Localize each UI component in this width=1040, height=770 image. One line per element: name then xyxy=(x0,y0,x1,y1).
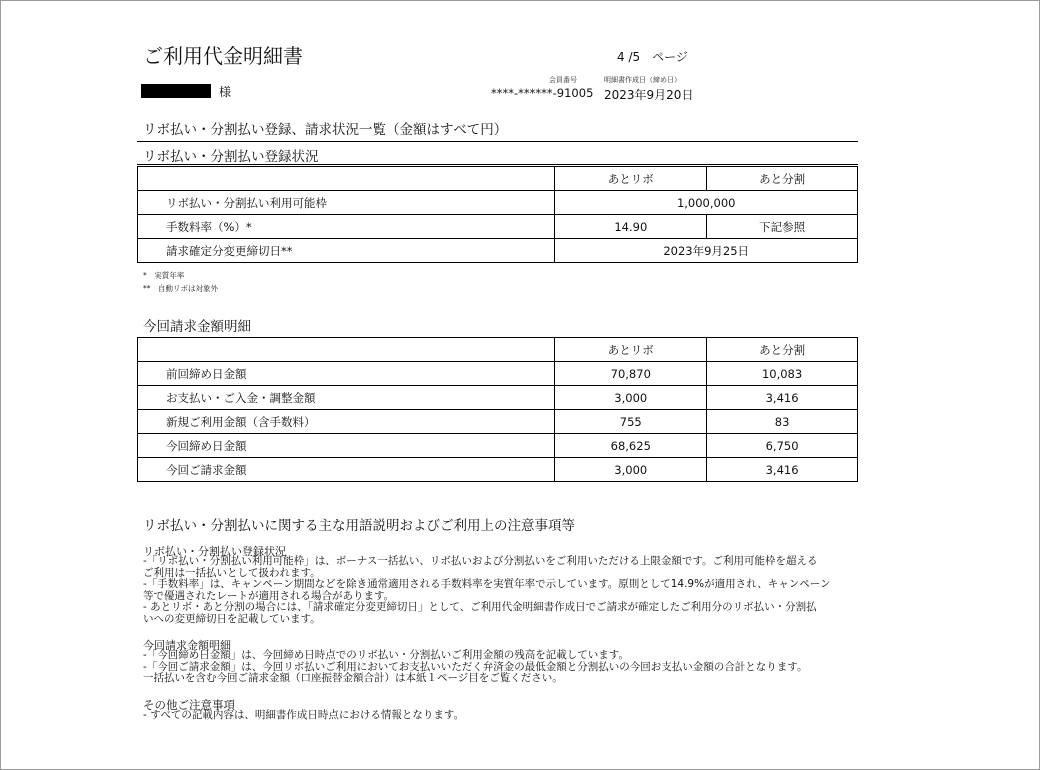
row-label: リボ払い・分割払い利用可能枠 xyxy=(138,191,555,215)
cell-value: 2023年9月25日 xyxy=(555,239,858,263)
page-number: 4 /5 xyxy=(617,50,641,64)
section-heading-registration: リボ払い・分割払い登録状況 xyxy=(143,149,319,165)
page-indicator xyxy=(617,48,688,65)
notes-subheading: リボ払い・分割払い登録状況 xyxy=(143,545,286,558)
table-row xyxy=(138,239,858,263)
divider xyxy=(137,164,858,165)
cell-value: 3,416 xyxy=(707,386,858,410)
member-number-label: 会員番号 xyxy=(549,76,577,84)
billing-table xyxy=(137,337,858,482)
note-line: -「リボ払い・分割払い利用可能枠」は、ボーナス一括払い、リボ払いおよび分割払いをご利用いただける上限金額です。ご利用可能枠を超える xyxy=(143,555,818,567)
statement-date-label: 明細書作成日（締め日） xyxy=(604,76,681,84)
note-line: ご利用は一括払いとして扱われます。 xyxy=(143,566,321,579)
table-row xyxy=(138,191,858,215)
page-suffix: ページ xyxy=(652,50,688,64)
cell-value: 3,416 xyxy=(707,458,858,482)
table-header-empty xyxy=(138,167,555,191)
section-heading-billing: 今回請求金額明細 xyxy=(143,319,251,335)
row-label: 今回締め日金額 xyxy=(138,434,555,458)
member-number: ****-******-91005 xyxy=(491,86,594,100)
cell-value: 1,000,000 xyxy=(555,191,858,215)
row-label: 手数料率（%）* xyxy=(138,215,555,239)
statement-date: 2023年9月20日 xyxy=(604,88,694,102)
note-line: -「今回締め日金額」は、今回締め日時点でのリボ払い・分割払いご利用金額の残高を記載しています。 xyxy=(143,649,629,661)
notes-body xyxy=(143,710,464,722)
table-row xyxy=(138,362,858,386)
notes-body xyxy=(143,650,807,685)
cell-value: 6,750 xyxy=(707,434,858,458)
column-header-ato-ribo: あとリボ xyxy=(555,167,707,191)
cell-value: 83 xyxy=(707,410,858,434)
table-row xyxy=(138,215,858,239)
row-label: 請求確定分変更締切日** xyxy=(138,239,555,263)
column-header-ato-bunkatsu: あと分割 xyxy=(707,167,858,191)
cell-value: 10,083 xyxy=(707,362,858,386)
cell-value: 3,000 xyxy=(555,386,707,410)
redacted-name xyxy=(141,84,211,98)
note-line: 一括払いを含む今回ご請求金額（口座振替金額合計）は本紙１ページ目をご覧ください。 xyxy=(143,672,563,684)
divider xyxy=(137,141,858,142)
table-row xyxy=(138,410,858,434)
cell-value: 70,870 xyxy=(555,362,707,386)
cell-value: 14.90 xyxy=(555,215,707,239)
table-row xyxy=(138,434,858,458)
cell-value: 3,000 xyxy=(555,458,707,482)
notes-subheading: 今回請求金額明細 xyxy=(143,639,231,652)
footnote: ** 自動リボは対象外 xyxy=(143,284,218,293)
note-line: 等で優遇されたレートが適用される場合があります。 xyxy=(143,589,395,602)
note-line: いへの変更締切日を記載しています。 xyxy=(143,612,321,625)
footnote: * 実質年率 xyxy=(143,271,185,280)
page-title: ご利用代金明細書 xyxy=(143,44,303,68)
section-heading-notes: リボ払い・分割払いに関する主な用語説明およびご利用上の注意事項等 xyxy=(143,518,575,534)
cell-value: 68,625 xyxy=(555,434,707,458)
table-header-row xyxy=(138,338,858,362)
row-label: 今回ご請求金額 xyxy=(138,458,555,482)
table-header-empty xyxy=(138,338,555,362)
honorific: 様 xyxy=(219,85,232,99)
column-header-ato-bunkatsu: あと分割 xyxy=(707,338,858,362)
note-line: - すべての記載内容は、明細書作成日時点における情報となります。 xyxy=(143,709,465,721)
notes-body xyxy=(143,556,831,625)
row-label: お支払い・ご入金・調整金額 xyxy=(138,386,555,410)
note-line: -「手数料率」は、キャンペーン期間などを除き通常適用される手数料率を実質年率で示しています。原則として14.9%が適用され、キャンペーン xyxy=(143,578,831,590)
registration-table xyxy=(137,166,858,263)
table-row xyxy=(138,386,858,410)
note-line: - あとリボ・あと分割の場合には、「請求確定分変更締切日」として、ご利用代金明細書作成日でご請求が確定したご利用分のリボ払い・分割払 xyxy=(143,601,817,613)
column-header-ato-ribo: あとリボ xyxy=(555,338,707,362)
table-row xyxy=(138,458,858,482)
cell-value: 下記参照 xyxy=(707,215,858,239)
cell-value: 755 xyxy=(555,410,707,434)
row-label: 新規ご利用金額（含手数料） xyxy=(138,410,555,434)
notes-subheading: その他ご注意事項 xyxy=(143,698,235,712)
row-label: 前回締め日金額 xyxy=(138,362,555,386)
note-line: -「今回ご請求金額」は、今回リボ払いご利用においてお支払いいただく弁済金の最低金額と分割払いの今回お支払い金額の合計となります。 xyxy=(143,660,808,673)
section-heading-main: リボ払い・分割払い登録、請求状況一覧（金額はすべて円） xyxy=(143,122,508,138)
table-header-row xyxy=(138,167,858,191)
